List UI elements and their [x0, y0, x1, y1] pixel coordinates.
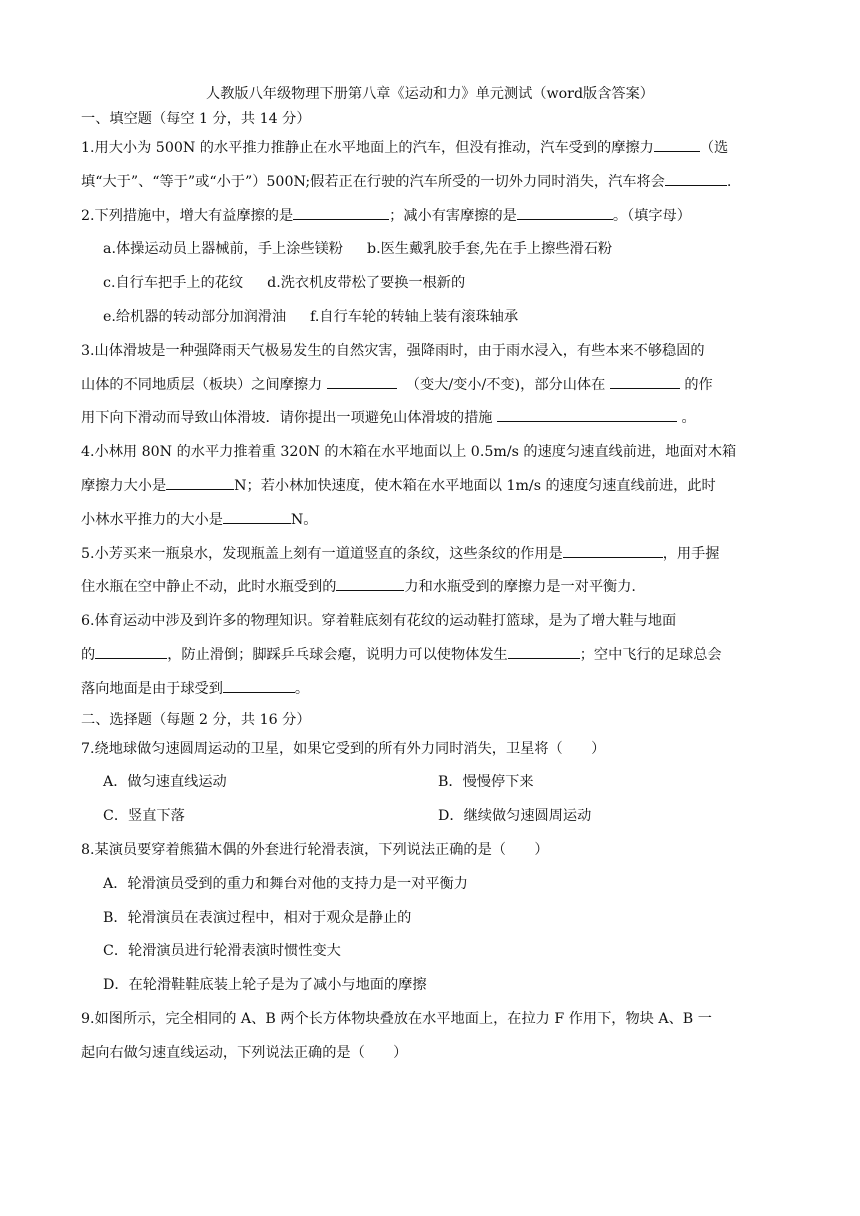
question-2-options-row-1	[81, 233, 779, 267]
question-2-options-row-3	[81, 301, 779, 335]
answer-blank[interactable]	[223, 678, 295, 693]
question-2-line-1: 2.下列措施中，增大有益摩擦的是 ；减小有害摩擦的是 。（填字母）	[81, 200, 779, 234]
answer-blank[interactable]	[665, 171, 727, 186]
option-a: a.体操运动员上器械前，手上涂些镁粉	[103, 241, 343, 258]
question-6-line-1: 6.体育运动中涉及到许多的物理知识。穿着鞋底刻有花纹的运动鞋打篮球，是为了增大鞋与地面	[81, 613, 677, 630]
answer-blank[interactable]	[166, 475, 234, 490]
page-title: 人教版八年级物理下册第八章《运动和力》单元测试（word版含答案）	[206, 86, 654, 102]
option-f: f.自行车轮的转轴上装有滚珠轴承	[310, 308, 519, 325]
question-7-options-row-2	[81, 800, 779, 834]
question-7-stem: 7.绕地球做匀速圆周运动的卫星，如果它受到的所有外力同时消失，卫星将（ ）	[81, 740, 606, 757]
section-multiple-choice-heading: 二、选择题（每题 2 分，共 16 分）	[81, 711, 311, 728]
answer-blank[interactable]	[336, 576, 404, 591]
document-page	[81, 82, 779, 1071]
question-5-line-2: 住水瓶在空中静止不动，此时水瓶受到的 力和水瓶受到的摩擦力是一对平衡力.	[81, 571, 779, 605]
section-fill-blank-heading: 一、填空题（每空 1 分，共 14 分）	[81, 111, 311, 127]
answer-blank[interactable]	[497, 407, 677, 422]
answer-blank[interactable]	[610, 374, 680, 389]
question-4-line-1: 4.小林用 80N 的水平力推着重 320N 的木箱在水平地面以上 0.5m/s 的速度匀速直线前进，地面对木箱	[81, 444, 737, 461]
option-d: d.洗衣机皮带松了要换一根新的	[267, 275, 466, 292]
option-A[interactable]: A．轮滑演员受到的重力和舞台对他的支持力是一对平衡力	[103, 875, 468, 892]
answer-blank[interactable]	[327, 374, 397, 389]
question-4-line-3: 小林水平推力的大小是 N。	[81, 504, 779, 538]
option-e: e.给机器的转动部分加润滑油	[103, 308, 287, 325]
answer-blank[interactable]	[508, 644, 580, 659]
question-7-options-row-1	[81, 766, 779, 800]
question-8-stem: 8.某演员要穿着熊猫木偶的外套进行轮滑表演，下列说法正确的是（ ）	[81, 841, 549, 858]
option-C[interactable]: C．轮滑演员进行轮滑表演时惯性变大	[103, 943, 341, 960]
option-c: c.自行车把手上的花纹	[103, 275, 244, 292]
question-9-line-2: 起向右做匀速直线运动，下列说法正确的是（ ）	[81, 1044, 408, 1061]
question-6-line-3: 落向地面是由于球受到 。	[81, 673, 779, 707]
answer-blank[interactable]	[223, 509, 291, 524]
question-1-line-1: 1.用大小为 500N 的水平推力推静止在水平地面上的汽车，但没有推动，汽车受到的摩擦力 （选	[81, 132, 779, 166]
option-B[interactable]: B．轮滑演员在表演过程中，相对于观众是静止的	[103, 909, 412, 926]
option-C[interactable]: C．竖直下落	[103, 808, 185, 825]
answer-blank[interactable]	[293, 205, 389, 220]
option-b: b.医生戴乳胶手套,先在手上擦些滑石粉	[366, 241, 613, 258]
question-1-line-2: 填“大于”、“等于”或“小于”）500N;假若正在行驶的汽车所受的一切外力同时消失，汽车将会 .	[81, 166, 779, 200]
option-D[interactable]: D．继续做匀速圆周运动	[438, 808, 592, 825]
question-9-line-1: 9.如图所示，完全相同的 A、B 两个长方体物块叠放在水平地面上，在拉力 F 作用下，物块 A、B 一	[81, 1010, 712, 1027]
answer-blank[interactable]	[95, 644, 167, 659]
question-2-options-row-2	[81, 267, 779, 301]
question-3-line-2: 山体的不同地质层（板块）之间摩擦力 （变大/变小/不变)，部分山体在 的作	[81, 369, 779, 403]
answer-blank[interactable]	[563, 543, 663, 558]
option-A[interactable]: A．做匀速直线运动	[103, 774, 227, 791]
question-3-line-3: 用下向下滑动而导致山体滑坡．请你提出一项避免山体滑坡的措施 。	[81, 402, 779, 436]
answer-blank[interactable]	[654, 137, 700, 152]
question-5-line-1: 5.小芳买来一瓶泉水，发现瓶盖上刻有一道道竖直的条纹，这些条纹的作用是 ，用手握	[81, 538, 779, 572]
answer-blank[interactable]	[517, 205, 613, 220]
question-6-line-2: 的 ，防止滑倒；脚踩乒乓球会瘪，说明力可以使物体发生 ；空中飞行的足球总会	[81, 639, 779, 673]
question-4-line-2: 摩擦力大小是 N；若小林加快速度，使木箱在水平地面以 1m/s 的速度匀速直线前进，此时	[81, 470, 779, 504]
question-3-line-1: 3.山体滑坡是一种强降雨天气极易发生的自然灾害，强降雨时，由于雨水浸入，有些本来不够稳固的	[81, 342, 705, 359]
option-D[interactable]: D．在轮滑鞋鞋底装上轮子是为了减小与地面的摩擦	[103, 977, 427, 994]
option-B[interactable]: B．慢慢停下来	[438, 774, 534, 791]
